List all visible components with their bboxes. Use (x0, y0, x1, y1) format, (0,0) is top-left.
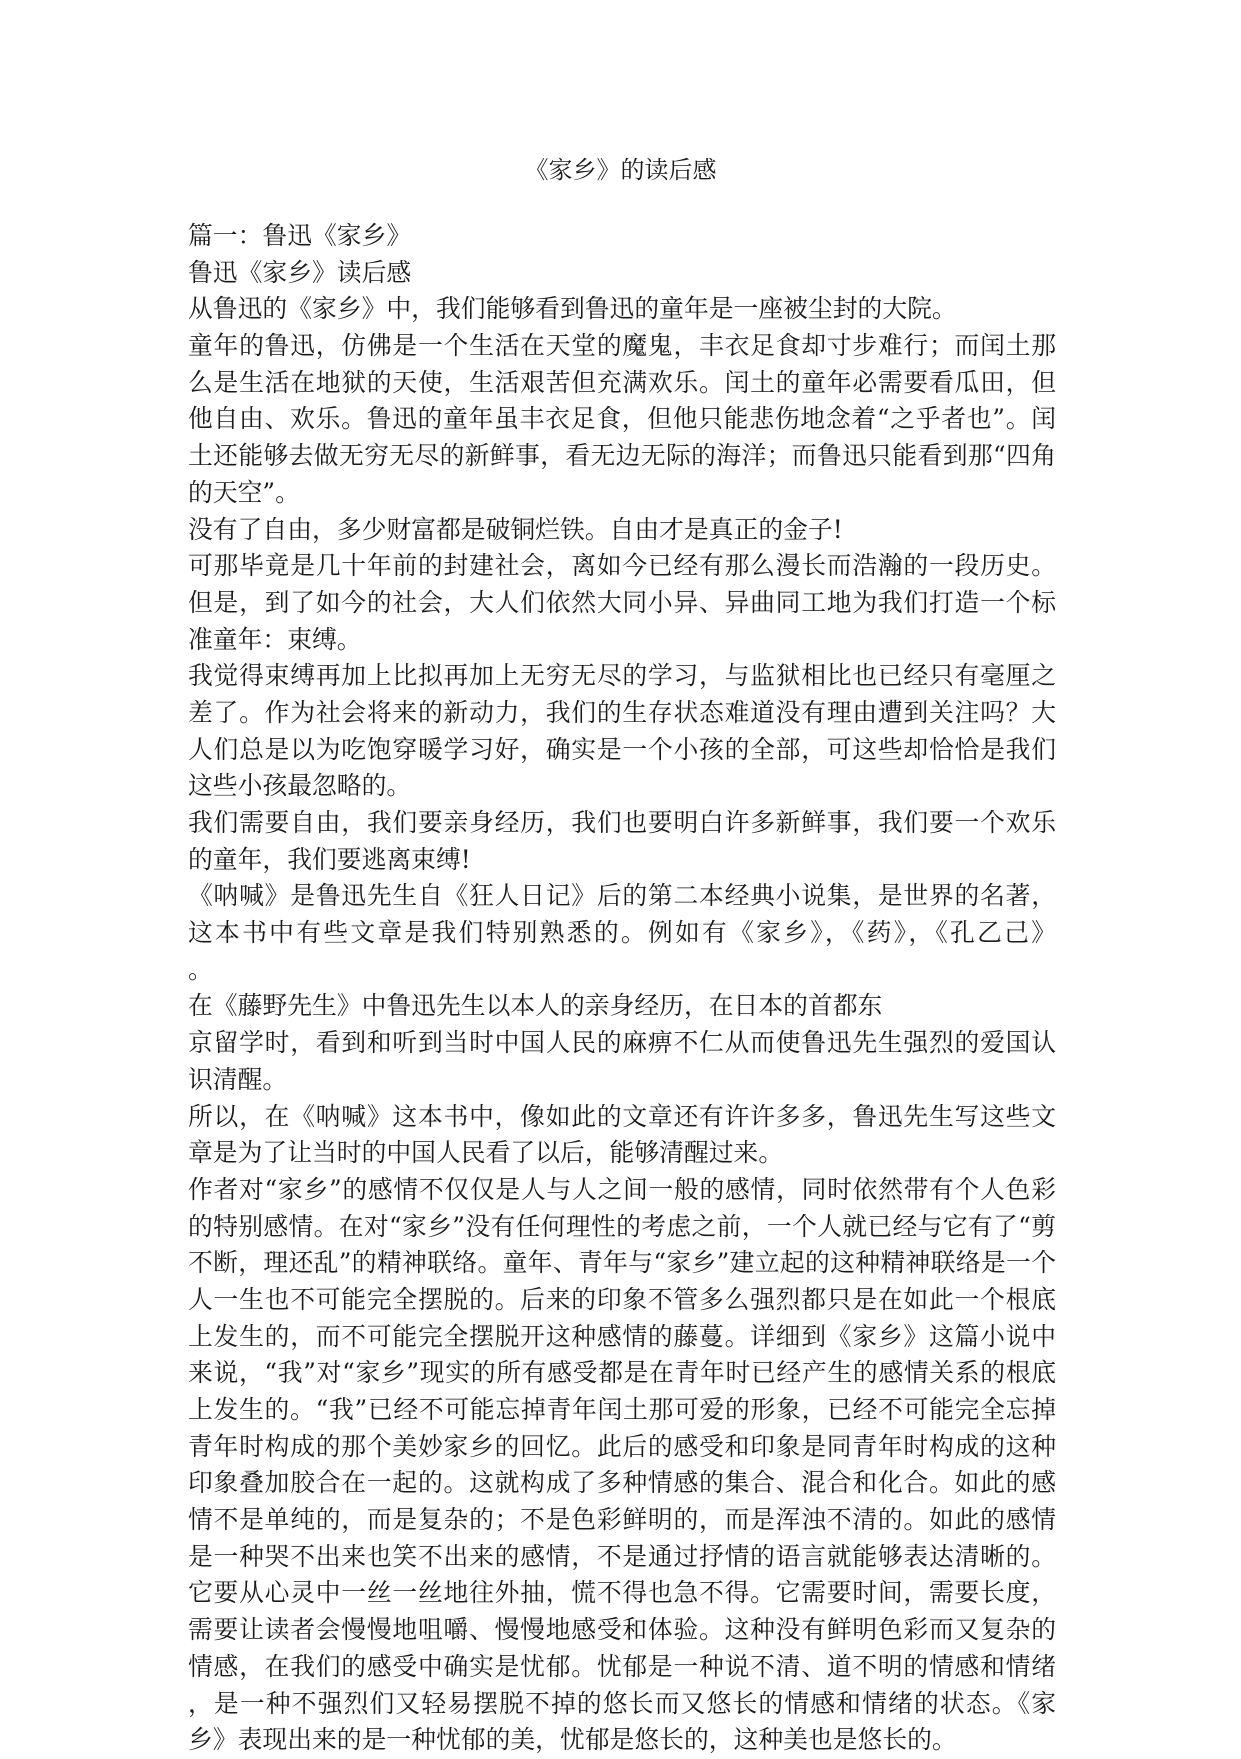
text-line: 这些小孩最忽略的。 (188, 771, 412, 801)
text-line: 土还能够去做无穷无尽的新鲜事，看无边无际的海洋；而鲁迅只能看到那“四角 (188, 441, 1056, 471)
text-line: 但是，到了如今的社会，大人们依然大同小异、异曲同工地为我们打造一个标 (188, 587, 1056, 617)
text-line: 。 (188, 954, 213, 984)
text-line: 的童年，我们要逃离束缚! (188, 844, 471, 874)
text-line: 青年时构成的那个美妙家乡的回忆。此后的感受和印象是同青年时构成的这种 (188, 1431, 1056, 1461)
document-body (188, 218, 1056, 1759)
text-line: 可那毕竟是几十年前的封建社会，离如今已经有那么漫长而浩瀚的一段历史。 (188, 551, 1056, 581)
text-line: 鲁迅《家乡》读后感 (188, 257, 412, 287)
text-line: 情不是单纯的，而是复杂的；不是色彩鲜明的，而是浑浊不清的。如此的感情 (188, 1505, 1056, 1535)
text-line: 我们需要自由，我们要亲身经历，我们也要明白许多新鲜事，我们要一个欢乐 (188, 808, 1056, 837)
text-line: 是一种哭不出来也笑不出来的感情，不是通过抒情的语言就能够表达清晰的。 (188, 1541, 1056, 1571)
text-line: 章是为了让当时的中国人民看了以后，能够清醒过来。 (188, 1138, 784, 1168)
text-line: 识清醒。 (188, 1064, 288, 1094)
text-line: 不断，理还乱”的精神联络。童年、青年与“家乡”建立起的这种精神联络是一个 (188, 1248, 1056, 1278)
text-line: 么是生活在地狱的天使，生活艰苦但充满欢乐。闰土的童年必需要看瓜田，但 (188, 367, 1056, 397)
document-title: 《家乡》的读后感 (524, 156, 717, 184)
text-line: 乡》表现出来的是一种忧郁的美，忧郁是悠长的，这种美也是悠长的。 (188, 1725, 957, 1755)
text-line: 准童年：束缚。 (188, 624, 362, 654)
text-line: 所以，在《呐喊》这本书中，像如此的文章还有许许多多，鲁迅先生写这些文 (188, 1101, 1056, 1131)
text-line: 《呐喊》是鲁迅先生自《狂人日记》后的第二本经典小说集，是世界的名著， (188, 881, 1056, 911)
text-line: 的天空”。 (188, 477, 300, 507)
text-line: 他自由、欢乐。鲁迅的童年虽丰衣足食，但他只能悲伤地念着“之乎者也”。闰 (188, 404, 1056, 434)
text-line: 从鲁迅的《家乡》中，我们能够看到鲁迅的童年是一座被尘封的大院。 (188, 294, 957, 324)
text-line: 来说，“我”对“家乡”现实的所有感受都是在青年时已经产生的感情关系的根底 (188, 1358, 1056, 1388)
text-line: 需要让读者会慢慢地咀嚼、慢慢地感受和体验。这种没有鲜明色彩而又复杂的 (188, 1615, 1056, 1645)
text-line: 童年的鲁迅，仿佛是一个生活在天堂的魔鬼，丰衣足食却寸步难行；而闰土那 (188, 331, 1056, 361)
text-line: 没有了自由，多少财富都是破铜烂铁。自由才是真正的金子! (188, 514, 843, 544)
text-line: 上发生的。“我”已经不可能忘掉青年闰土那可爱的形象，已经不可能完全忘掉 (188, 1395, 1056, 1424)
text-line: 在《藤野先生》中鲁迅先生以本人的亲身经历，在日本的首都东 (188, 991, 883, 1021)
text-line: ，是一种不强烈们又轻易摆脱不掉的悠长而又悠长的情感和情绪的状态。《家 (188, 1688, 1056, 1718)
text-line: 印象叠加胶合在一起的。这就构成了多种情感的集合、混合和化合。如此的感 (188, 1468, 1056, 1498)
text-line: 人们总是以为吃饱穿暖学习好，确实是一个小孩的全部，可这些却恰恰是我们 (188, 734, 1056, 764)
text-line: 人一生也不可能完全摆脱的。后来的印象不管多么强烈都只是在如此一个根底 (188, 1284, 1056, 1314)
text-line: 情感，在我们的感受中确实是忧郁。忧郁是一种说不清、道不明的情感和情绪 (188, 1651, 1056, 1681)
text-line: 差了。作为社会将来的新动力，我们的生存状态难道没有理由遭到关注吗？大 (188, 697, 1056, 727)
text-line: 作者对“家乡”的感情不仅仅是人与人之间一般的感情，同时依然带有个人色彩 (188, 1174, 1056, 1204)
text-line: 这本书中有些文章是我们特别熟悉的。例如有《家乡》，《药》，《孔乙己》 (188, 918, 1056, 948)
text-line: 京留学时，看到和听到当时中国人民的麻痹不仁从而使鲁迅先生强烈的爱国认 (188, 1028, 1056, 1058)
text-line: 篇一：鲁迅《家乡》 (188, 221, 412, 250)
text-line: 的特别感情。在对“家乡”没有任何理性的考虑之前，一个人就已经与它有了“剪 (188, 1211, 1056, 1241)
text-line: 我觉得束缚再加上比拟再加上无穷无尽的学习，与监狱相比也已经只有毫厘之 (188, 661, 1056, 691)
text-line: 上发生的，而不可能完全摆脱开这种感情的藤蔓。详细到《家乡》这篇小说中 (188, 1321, 1056, 1351)
text-line: 它要从心灵中一丝一丝地往外抽，慌不得也急不得。它需要时间，需要长度， (188, 1578, 1056, 1608)
